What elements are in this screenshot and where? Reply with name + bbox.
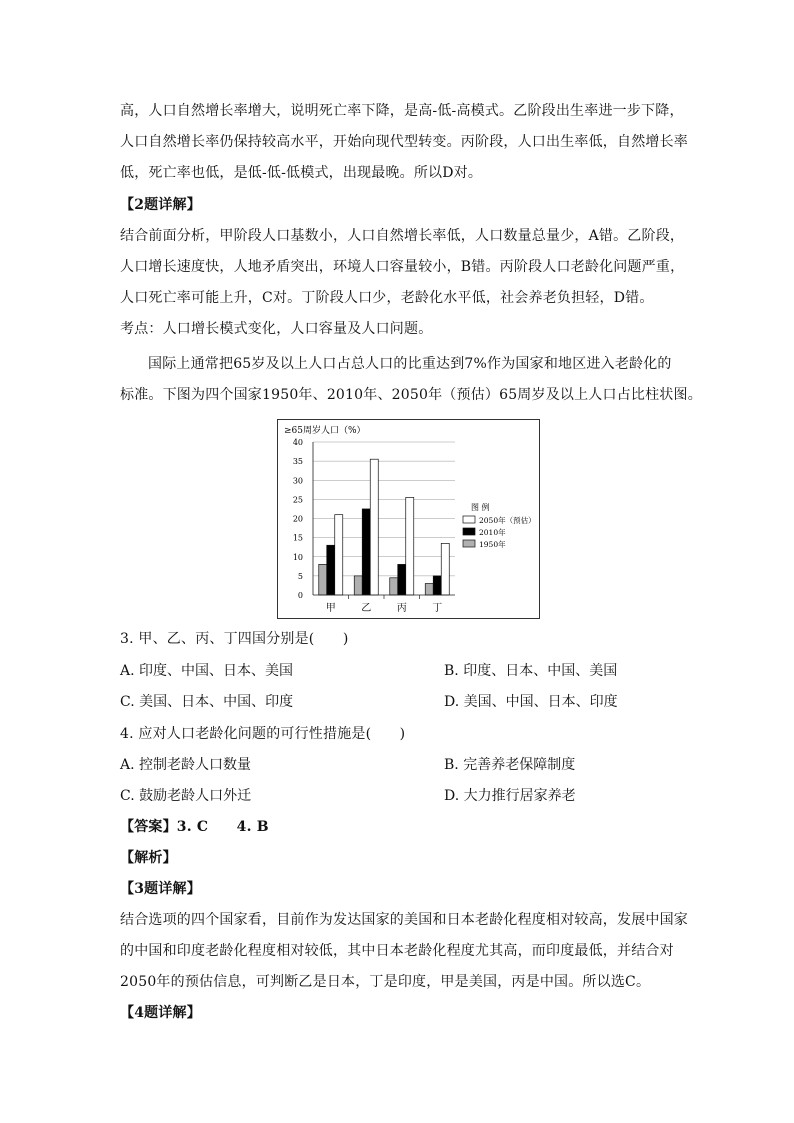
y-tick-label: 10 bbox=[292, 552, 303, 562]
legend-title: 图 例 bbox=[471, 503, 490, 512]
bar-甲-1950年 bbox=[319, 564, 327, 595]
legend-swatch bbox=[463, 528, 475, 535]
question-4: 4. 应对人口老龄化问题的可行性措施是( ) bbox=[120, 726, 406, 742]
paragraph-line: 考点：人口增长模式变化，人口容量及人口问题。 bbox=[120, 321, 433, 337]
chart-title: ≥65周岁人口（%） bbox=[284, 426, 366, 436]
intro-line: 国际上通常把65岁及以上人口占总人口的比重达到7%作为国家和地区进入老龄化的 bbox=[148, 356, 672, 372]
x-tick-label: 甲 bbox=[325, 603, 336, 614]
bar-乙-2050年（预估） bbox=[370, 459, 378, 595]
x-tick-label: 乙 bbox=[361, 603, 372, 614]
legend-swatch bbox=[463, 516, 475, 523]
chart-svg bbox=[278, 420, 539, 618]
paragraph-line: 结合选项的四个国家看，目前作为发达国家的美国和日本老龄化程度相对较高，发展中国家 bbox=[120, 912, 688, 928]
bar-丁-1950年 bbox=[425, 584, 433, 595]
y-tick-label: 25 bbox=[292, 495, 303, 505]
legend bbox=[463, 502, 536, 549]
bars bbox=[319, 459, 450, 595]
q4-option-d: D. 大力推行居家养老 bbox=[444, 788, 576, 804]
bar-chart bbox=[277, 419, 540, 619]
section-heading: 【4题详解】 bbox=[120, 1005, 201, 1021]
bar-丙-2010年 bbox=[398, 564, 406, 595]
q4-option-c: C. 鼓励老龄人口外迁 bbox=[120, 788, 252, 804]
x-tick-label: 丙 bbox=[396, 603, 407, 614]
bar-乙-1950年 bbox=[354, 576, 362, 595]
paragraph-line: 人口增长速度快，人地矛盾突出，环境人口容量较小，B错。丙阶段人口老龄化问题严重， bbox=[120, 259, 685, 275]
section-heading: 【3题详解】 bbox=[120, 881, 201, 897]
legend-label: 2010年 bbox=[479, 528, 506, 537]
analysis-heading: 【解析】 bbox=[120, 850, 177, 866]
section-heading: 【2题详解】 bbox=[120, 197, 201, 213]
answer-line: 【答案】3. C 4. B bbox=[120, 819, 269, 835]
y-tick-label: 30 bbox=[292, 476, 303, 486]
bar-丁-2050年（预估） bbox=[441, 543, 449, 595]
question-3: 3. 甲、乙、丙、丁四国分别是( ) bbox=[120, 631, 349, 647]
y-tick-label: 20 bbox=[292, 514, 303, 524]
paragraph-line: 高，人口自然增长率增大，说明死亡率下降，是高-低-高模式。乙阶段出生率进一步下降， bbox=[120, 103, 684, 119]
q3-option-c: C. 美国、日本、中国、印度 bbox=[120, 694, 294, 710]
legend-swatch bbox=[463, 540, 475, 547]
bar-甲-2010年 bbox=[327, 545, 335, 595]
q3-option-a: A. 印度、中国、日本、美国 bbox=[120, 663, 294, 679]
paragraph-line: 人口死亡率可能上升，C对。丁阶段人口少，老龄化水平低，社会养老负担轻，D错。 bbox=[120, 290, 654, 306]
y-tick-label: 40 bbox=[292, 438, 303, 447]
x-tick-labels bbox=[326, 595, 443, 614]
bar-丙-2050年（预估） bbox=[406, 497, 414, 595]
q3-option-d: D. 美国、中国、日本、印度 bbox=[444, 694, 618, 710]
bar-乙-2010年 bbox=[362, 509, 370, 595]
bar-丙-1950年 bbox=[390, 578, 398, 595]
paragraph-line: 人口自然增长率仍保持较高水平，开始向现代型转变。丙阶段，人口出生率低，自然增长率 bbox=[120, 134, 688, 150]
paragraph-line: 的中国和印度老龄化程度相对较低，其中日本老龄化程度尤其高，而印度最低，并结合对 bbox=[120, 943, 674, 959]
bar-甲-2050年（预估） bbox=[335, 515, 343, 595]
paragraph-line: 低，死亡率也低，是低-低-低模式，出现最晚。所以D对。 bbox=[120, 165, 483, 181]
q4-option-a: A. 控制老龄人口数量 bbox=[120, 757, 252, 773]
q4-option-b: B. 完善养老保障制度 bbox=[444, 757, 576, 773]
y-tick-label: 0 bbox=[297, 591, 303, 600]
bar-丁-2010年 bbox=[433, 576, 441, 595]
x-tick-label: 丁 bbox=[432, 603, 443, 614]
paragraph-line: 结合前面分析，甲阶段人口基数小，人口自然增长率低，人口数量总量少，A错。乙阶段， bbox=[120, 228, 685, 244]
paragraph-line: 2050年的预估信息，可判断乙是日本，丁是印度，甲是美国，丙是中国。所以选C。 bbox=[120, 974, 651, 990]
legend-label: 1950年 bbox=[479, 540, 506, 549]
legend-label: 2050年（预估） bbox=[479, 516, 536, 525]
intro-line: 标准。下图为四个国家1950年、2010年、2050年（预估）65周岁及以上人口占比柱状图。 bbox=[120, 387, 702, 403]
y-tick-label: 35 bbox=[292, 457, 303, 467]
q3-option-b: B. 印度、日本、中国、美国 bbox=[444, 663, 618, 679]
y-tick-label: 15 bbox=[292, 533, 303, 543]
y-tick-label: 5 bbox=[297, 571, 303, 581]
y-tick-labels bbox=[293, 438, 303, 600]
